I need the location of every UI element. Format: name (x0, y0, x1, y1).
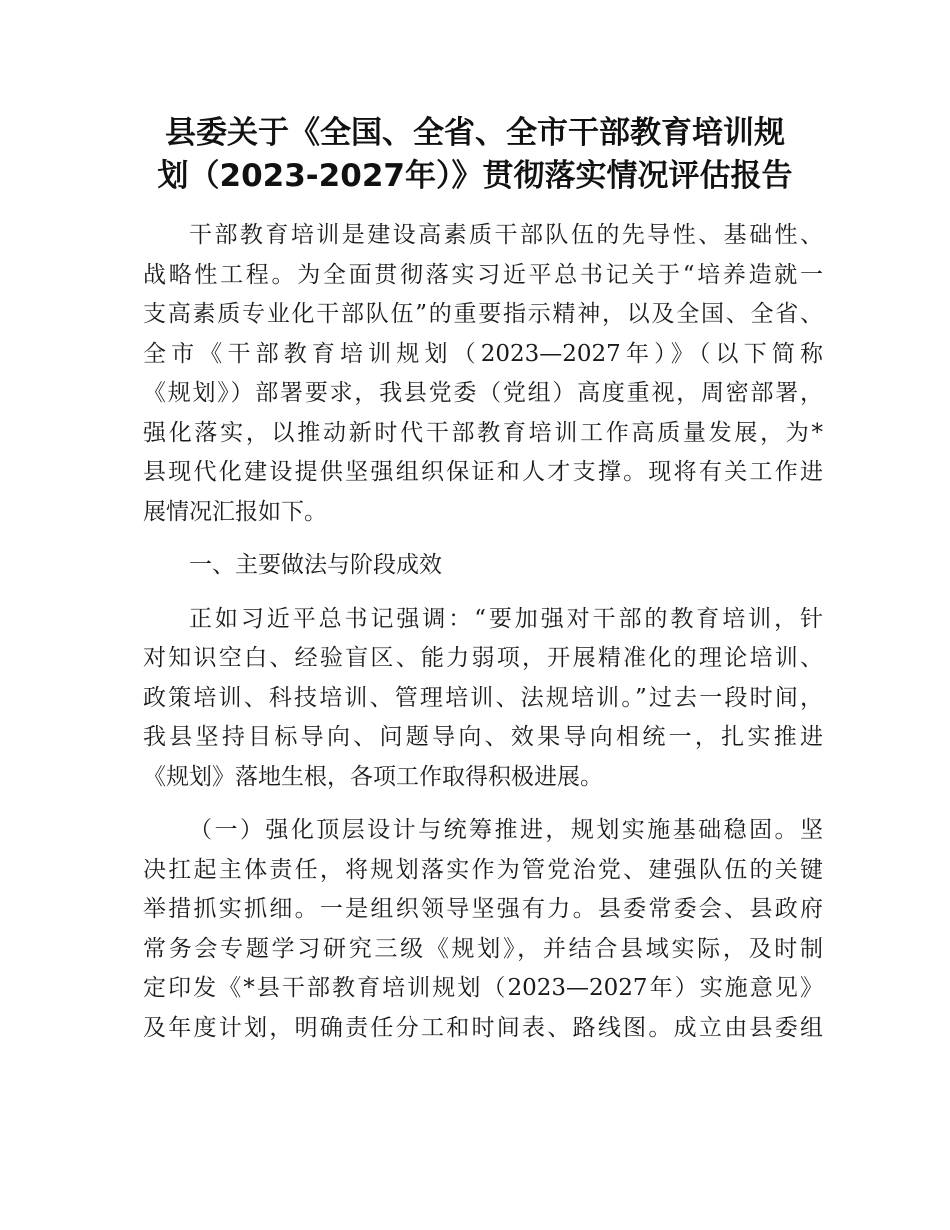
text-line: 正如习近平总书记强调：“要加强对干部的教育培训，针 (189, 605, 823, 632)
text-line: （一）强化顶层设计与统筹推进，规划实施基础稳固。坚 (189, 817, 823, 843)
text-line: 决扛起主体责任，将规划落实作为管党治党、建强队伍的关键 (143, 856, 823, 883)
text-line: 支高素质专业化干部队伍”的重要指示精神，以及全国、全省、 (143, 301, 823, 327)
text-line: 及年度计划，明确责任分工和时间表、路线图。成立由县委组 (143, 1014, 823, 1041)
text-line: 对知识空白、经验盲区、能力弱项，开展精准化的理论培训、 (143, 645, 823, 671)
text-line: 定印发《*县干部教育培训规划（2023—2027年）实施意见》 (143, 975, 823, 1001)
paragraph-intro (143, 216, 823, 532)
paragraph-practices (143, 600, 823, 798)
text-line: 全市《干部教育培训规划（2023—2027年）》（以下简称 (143, 340, 823, 367)
title-line-2: 划（2023-2027年）》贯彻落实情况评估报告 (157, 158, 793, 194)
paragraph-subsection-1 (143, 811, 823, 1048)
text-line: 干部教育培训是建设高素质干部队伍的先导性、基础性、 (189, 222, 823, 248)
section-heading-text: 一、主要做法与阶段成效 (189, 552, 442, 578)
text-line: 政策培训、科技培训、管理培训、法规培训。”过去一段时间， (143, 684, 823, 711)
title-line-1: 县委关于《全国、全省、全市干部教育培训规 (165, 115, 785, 151)
section-heading-1 (143, 546, 823, 586)
text-line: 《规划》）部署要求，我县党委（党组）高度重视，周密部署， (143, 380, 823, 406)
document-body (143, 216, 823, 1048)
text-line: 县现代化建设提供坚强组织保证和人才支撑。现将有关工作进 (143, 459, 823, 485)
text-line: 举措抓实抓细。一是组织领导坚强有力。县委常委会、县政府 (143, 896, 823, 922)
text-line: 《规划》落地生根，各项工作取得积极进展。 (143, 763, 603, 790)
document-title (130, 112, 820, 198)
text-line: 展情况汇报如下。 (143, 498, 327, 525)
text-line: 常务会专题学习研究三级《规划》，并结合县域实际，及时制 (143, 935, 823, 962)
text-line: 强化落实，以推动新时代干部教育培训工作高质量发展，为* (143, 419, 823, 446)
text-line: 战略性工程。为全面贯彻落实习近平总书记关于“培养造就一 (143, 261, 823, 288)
text-line: 我县坚持目标导向、问题导向、效果导向相统一，扎实推进 (143, 724, 823, 750)
